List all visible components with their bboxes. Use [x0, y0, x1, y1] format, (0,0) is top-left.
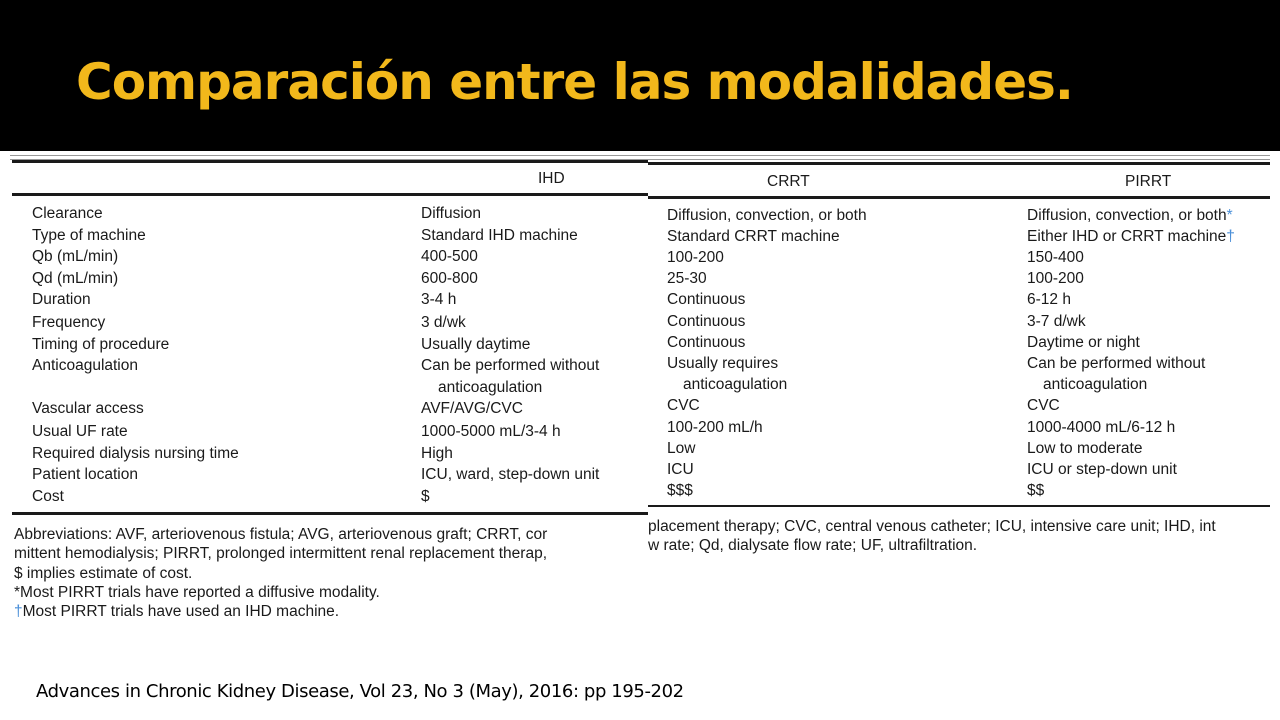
- footnote-line: mittent hemodialysis; PIRRT, prolonged intermittent renal replacement therap,: [14, 545, 548, 562]
- header-rule: [648, 196, 1270, 199]
- title-bar: [0, 0, 1280, 151]
- ihd-value: Can be performed without: [421, 357, 600, 374]
- footnote-text: Most PIRRT trials have used an IHD machine.: [22, 603, 340, 620]
- pirrt-value: 150-400: [1027, 249, 1084, 266]
- row-label: Patient location: [32, 466, 138, 483]
- pirrt-value: 100-200: [1027, 270, 1084, 287]
- pirrt-value-text: Either IHD or CRRT machine: [1027, 228, 1227, 245]
- row-label: Cost: [32, 488, 64, 505]
- footnote-mark: *: [1226, 207, 1233, 224]
- row-label: Vascular access: [32, 400, 144, 417]
- ihd-value: 3-4 h: [421, 291, 457, 308]
- row-label: Clearance: [32, 205, 103, 222]
- footnote-mark: †: [14, 603, 23, 620]
- footnote-mark: †: [1226, 228, 1235, 245]
- header-rule: [12, 193, 648, 196]
- ihd-value: AVF/AVG/CVC: [421, 400, 523, 417]
- row-label: Qb (mL/min): [32, 248, 119, 265]
- pirrt-value: Daytime or night: [1027, 334, 1140, 351]
- pirrt-value: 3-7 d/wk: [1027, 313, 1086, 330]
- crrt-value: ICU: [667, 461, 694, 478]
- table-top-rule: [12, 160, 648, 163]
- source-citation: Advances in Chronic Kidney Disease, Vol 23, No 3 (May), 2016: pp 195-202: [36, 681, 684, 702]
- footnote-line: Abbreviations: AVF, arteriovenous fistula; AVG, arteriovenous graft; CRRT, cor: [14, 526, 548, 543]
- divider-line: [10, 155, 1270, 156]
- pirrt-value: CVC: [1027, 397, 1060, 414]
- ihd-value: 3 d/wk: [421, 314, 466, 331]
- crrt-value: Low: [667, 440, 696, 457]
- ihd-value: 400-500: [421, 248, 478, 265]
- pirrt-value: 1000-4000 mL/6-12 h: [1027, 419, 1176, 436]
- pirrt-value: [1027, 227, 1235, 247]
- ihd-value: Usually daytime: [421, 336, 531, 353]
- table-top-rule: [648, 162, 1270, 165]
- ihd-value: Diffusion: [421, 205, 482, 222]
- crrt-value: 100-200: [667, 249, 724, 266]
- ihd-value: 1000-5000 mL/3-4 h: [421, 423, 561, 440]
- crrt-value: Continuous: [667, 291, 746, 308]
- pirrt-value: 6-12 h: [1027, 291, 1071, 308]
- footnote-line: $ implies estimate of cost.: [14, 565, 193, 582]
- ihd-value: 600-800: [421, 270, 478, 287]
- pirrt-value: Low to moderate: [1027, 440, 1143, 457]
- row-label: Required dialysis nursing time: [32, 445, 239, 462]
- crrt-value-cont: anticoagulation: [683, 376, 788, 393]
- row-label: Frequency: [32, 314, 106, 331]
- col-header-crrt: CRRT: [767, 173, 810, 190]
- ihd-value: ICU, ward, step-down unit: [421, 466, 600, 483]
- row-label: Qd (mL/min): [32, 270, 119, 287]
- row-label: Anticoagulation: [32, 357, 138, 374]
- crrt-value: Continuous: [667, 334, 746, 351]
- table-bottom-rule: [12, 512, 648, 515]
- ihd-value: High: [421, 445, 453, 462]
- crrt-value: $$$: [667, 482, 693, 499]
- ihd-value-cont: anticoagulation: [438, 379, 543, 396]
- pirrt-value: $$: [1027, 482, 1045, 499]
- pirrt-value-cont: anticoagulation: [1043, 376, 1148, 393]
- pirrt-value: Can be performed without: [1027, 355, 1206, 372]
- col-header-pirrt: PIRRT: [1125, 173, 1172, 190]
- crrt-value: Continuous: [667, 313, 746, 330]
- ihd-value: Standard IHD machine: [421, 227, 578, 244]
- footnote-line: placement therapy; CVC, central venous catheter; ICU, intensive care unit; IHD, int: [648, 518, 1216, 535]
- crrt-value: 100-200 mL/h: [667, 419, 763, 436]
- pirrt-value: [1027, 206, 1233, 226]
- crrt-value: CVC: [667, 397, 700, 414]
- pirrt-value-text: Diffusion, convection, or both: [1027, 207, 1227, 224]
- row-label: Usual UF rate: [32, 423, 128, 440]
- footnote-line: *Most PIRRT trials have reported a diffusive modality.: [14, 584, 380, 601]
- pirrt-value: ICU or step-down unit: [1027, 461, 1177, 478]
- crrt-value: 25-30: [667, 270, 707, 287]
- footnote-line: [14, 602, 339, 621]
- row-label: Timing of procedure: [32, 336, 170, 353]
- crrt-value: Usually requires: [667, 355, 779, 372]
- footnote-line: w rate; Qd, dialysate flow rate; UF, ultrafiltration.: [648, 537, 978, 554]
- slide-title: Comparación entre las modalidades.: [76, 53, 1073, 111]
- col-header-ihd: IHD: [538, 170, 565, 187]
- ihd-value: $: [421, 488, 430, 505]
- crrt-value: Standard CRRT machine: [667, 228, 840, 245]
- table-bottom-rule: [648, 505, 1270, 507]
- row-label: Type of machine: [32, 227, 146, 244]
- crrt-value: Diffusion, convection, or both: [667, 207, 867, 224]
- row-label: Duration: [32, 291, 91, 308]
